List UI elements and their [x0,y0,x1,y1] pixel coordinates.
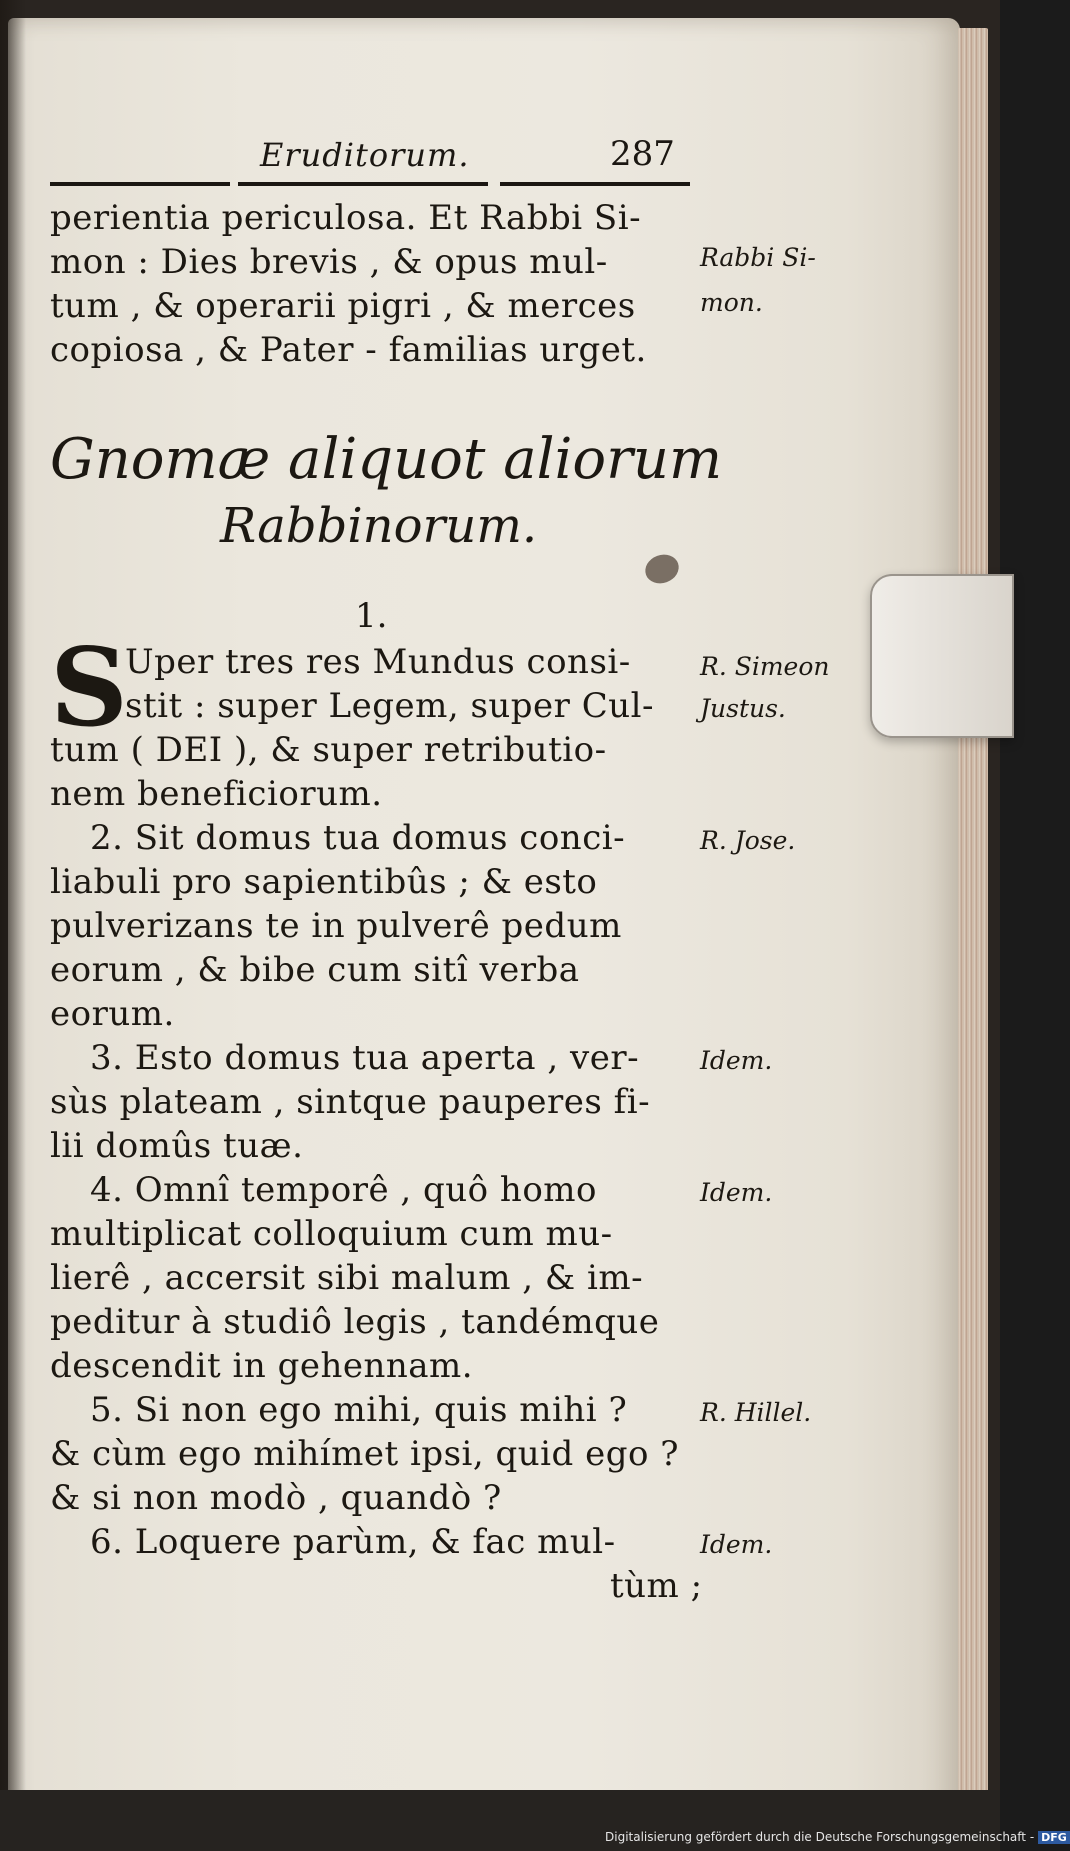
text-line: multiplicat colloquium cum mu- [50,1214,613,1254]
text-line: eorum. [50,994,175,1034]
text-line: 4. Omnî temporê , quô homo [90,1170,598,1210]
item-1 [50,625,700,816]
text-line: tum ( DEI ), & super retributio- [50,730,607,770]
text-line: 2. Sit domus tua domus conci- [90,818,626,858]
margin-note: R. Hillel. [700,1398,812,1427]
text-line: sùs plateam , sintque pauperes fi- [50,1082,651,1122]
text-line: tùm ; [610,1566,703,1606]
margin-note: Idem. [700,1530,773,1559]
section-title-line: Rabbinorum. [220,498,538,554]
items-2-to-6 [50,816,703,1608]
header-rule [500,182,690,186]
top-paragraph [50,196,700,372]
page-header [50,130,690,190]
margin-note: Idem. [700,1178,773,1207]
text-line: peditur à studiô legis , tandémque [50,1302,660,1342]
header-rule [50,182,230,186]
margin-note: Idem. [700,1046,773,1075]
page-number: 287 [610,134,675,174]
text-line: pulverizans te in pulverê pedum [50,906,622,946]
text-line: Uper tres res Mundus consi- [125,642,631,682]
header-rule [238,182,488,186]
text-line: eorum , & bibe cum sitî verba [50,950,580,990]
text-line: 6. Loquere parùm, & fac mul- [90,1522,616,1562]
text-line: 3. Esto domus tua aperta , ver- [90,1038,640,1078]
margin-note: Rabbi Si- [700,243,816,272]
text-line: lii domûs tuæ. [50,1126,304,1166]
page-clip [870,574,1014,738]
margin-note: Justus. [700,694,786,723]
text-line: copiosa , & Pater - familias urget. [50,330,647,370]
text-line: nem beneficiorum. [50,774,383,814]
text-line: mon : Dies brevis , & opus mul- [50,242,608,282]
text-line: perientia periculosa. Et Rabbi Si- [50,198,642,238]
margin-note: R. Jose. [700,826,796,855]
spine-shadow [0,0,26,1851]
drop-cap: S [50,625,128,751]
running-head: Eruditorum. [260,136,470,174]
page-edges [958,28,988,1808]
text-line: descendit in gehennam. [50,1346,474,1386]
text-line: & si non modò , quandò ? [50,1478,502,1518]
text-line: stit : super Legem, super Cul- [125,686,655,726]
text-line: tum , & operarii pigri , & merces [50,286,636,326]
section-title [50,426,750,558]
text-line: lierê , accersit sibi malum , & im- [50,1258,644,1298]
footer-credit-text: Digitalisierung gefördert durch die Deutsche Forschungsgemeinschaft - [605,1830,1035,1844]
footer-credit [605,1830,1067,1844]
text-line: & cùm ego mihímet ipsi, quid ego ? [50,1434,680,1474]
text-line: liabuli pro sapientibûs ; & esto [50,862,598,902]
dfg-logo-icon: DFG [1038,1831,1070,1844]
margin-note: mon. [700,288,763,317]
text-line: 5. Si non ego mihi, quis mihi ? [90,1390,628,1430]
section-title-line: Gnomæ aliquot aliorum [50,427,723,492]
item-number: 1. [355,596,388,636]
margin-note: R. Simeon [700,652,830,681]
